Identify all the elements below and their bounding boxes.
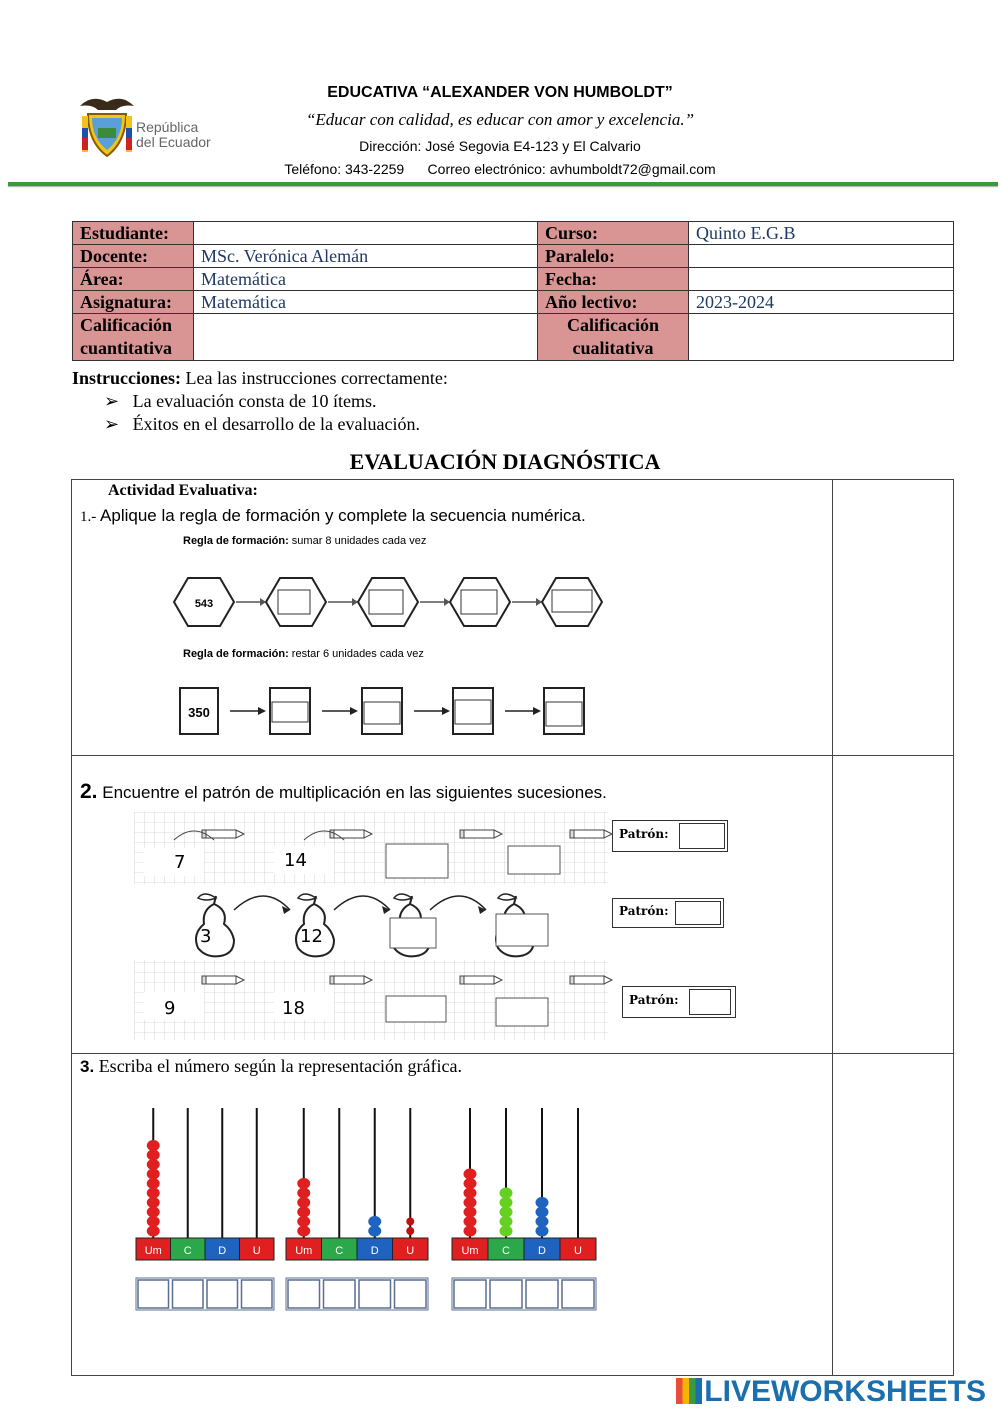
hex-answer-input-1[interactable] xyxy=(278,590,310,614)
liveworksheets-watermark xyxy=(676,1375,986,1409)
abacus-place-label: D xyxy=(538,1245,546,1257)
abacus-bead xyxy=(147,1197,160,1208)
q2-divider xyxy=(71,1053,953,1054)
pattern-box-3 xyxy=(622,986,736,1018)
qual-grade-label-2: cualitativa xyxy=(572,338,654,358)
date-label: Fecha: xyxy=(538,268,689,291)
row1-value-2: 14 xyxy=(284,850,307,871)
subject-value: Matemática xyxy=(194,291,538,314)
abacus-bead xyxy=(147,1216,160,1227)
abacus-bead xyxy=(147,1150,160,1161)
pattern-input-1[interactable] xyxy=(679,823,725,849)
row3-value-1: 9 xyxy=(164,998,176,1019)
square-answer-input-2[interactable] xyxy=(364,702,400,724)
hex-answer-input-2[interactable] xyxy=(369,590,403,614)
school-address: Dirección: José Segovia E4-123 y El Calvario xyxy=(359,138,641,154)
abacus-bead xyxy=(500,1207,513,1218)
abacus-bead xyxy=(464,1178,477,1189)
abacus-answer-input[interactable] xyxy=(288,1280,320,1308)
row1-value-1: 7 xyxy=(174,852,186,873)
area-value: Matemática xyxy=(194,268,538,291)
q1-text: Aplique la regla de formación y complete la secuencia numérica. xyxy=(96,506,586,525)
abacus-bead xyxy=(147,1140,160,1151)
abacus-place-label: U xyxy=(406,1245,415,1257)
abacus-answer-input[interactable] xyxy=(207,1280,238,1308)
pattern-box-1 xyxy=(612,820,728,852)
pattern-input-2[interactable] xyxy=(675,901,721,925)
q1-divider xyxy=(71,755,953,756)
instruction-bullet-1: ➢ La evaluación consta de 10 ítems. xyxy=(104,391,377,411)
q3-number: 3. xyxy=(80,1057,95,1076)
teacher-value: MSc. Verónica Alemán xyxy=(194,245,538,268)
course-label: Curso: xyxy=(538,222,689,245)
abacus-place-label: Um xyxy=(144,1245,162,1257)
school-title: EDUCATIVA “ALEXANDER VON HUMBOLDT” xyxy=(327,84,673,101)
abacus-bead xyxy=(297,1207,310,1218)
q1-sequences xyxy=(160,560,620,750)
quant-grade-field[interactable] xyxy=(194,314,538,361)
abacus-bead xyxy=(536,1207,549,1218)
row2-answer-input-1[interactable] xyxy=(390,918,436,948)
teacher-label: Docente: xyxy=(73,245,194,268)
activity-label: Actividad Evaluativa: xyxy=(108,482,258,499)
abacus-bead xyxy=(500,1188,513,1199)
abacus-group xyxy=(130,1098,610,1318)
pattern-label: Patrón: xyxy=(619,827,669,841)
hex-answer-input-3[interactable] xyxy=(461,590,497,614)
instructions-label: Instrucciones: xyxy=(72,368,181,388)
square-answer-input-1[interactable] xyxy=(272,702,308,722)
abacus-bead xyxy=(147,1207,160,1218)
abacus-bead xyxy=(406,1218,414,1226)
score-column-divider xyxy=(832,479,833,1375)
school-phone: Teléfono: 343-2259 xyxy=(284,161,405,177)
instructions xyxy=(72,368,448,389)
q1-number: 1.- xyxy=(80,509,97,525)
abacus-answer-input[interactable] xyxy=(490,1280,522,1308)
row3-answer-input-2[interactable] xyxy=(496,998,548,1026)
rule1-label: Regla de formación: xyxy=(183,535,289,547)
instruction-bullet-2: ➢ Éxitos en el desarrollo de la evaluación. xyxy=(104,414,420,434)
school-email: Correo electrónico: avhumboldt72@gmail.com xyxy=(427,161,716,177)
q2-text: Encuentre el patrón de multiplicación en las siguientes sucesiones. xyxy=(97,783,607,802)
abacus-answer-input[interactable] xyxy=(562,1280,594,1308)
abacus-bead xyxy=(297,1188,310,1199)
parallel-field[interactable] xyxy=(689,245,954,268)
abacus-bead xyxy=(297,1226,310,1237)
school-motto: “Educar con calidad, es educar con amor y excelencia.” xyxy=(305,110,695,129)
square-sequence xyxy=(180,688,584,734)
liveworksheets-logo-icon xyxy=(676,1378,702,1404)
abacus-bead xyxy=(464,1207,477,1218)
abacus-answer-input[interactable] xyxy=(395,1280,427,1308)
pattern-label: Patrón: xyxy=(619,904,669,918)
quant-grade-label-2: cuantitativa xyxy=(80,338,172,358)
qual-grade-label xyxy=(538,314,689,361)
evaluation-title: EVALUACIÓN DIAGNÓSTICA xyxy=(349,449,661,474)
q3-text: Escriba el número según la representación gráfica. xyxy=(94,1056,463,1076)
row1-answer-input-2[interactable] xyxy=(508,846,560,874)
abacus-answer-input[interactable] xyxy=(526,1280,558,1308)
row3-value-2: 18 xyxy=(282,998,305,1019)
abacus-bead xyxy=(297,1216,310,1227)
abacus-answer-input[interactable] xyxy=(138,1280,169,1308)
quant-grade-label-1: Calificación xyxy=(80,315,172,335)
q1-prompt xyxy=(80,506,586,526)
abacus-bead xyxy=(297,1178,310,1189)
abacus-bead xyxy=(297,1197,310,1208)
pattern-input-3[interactable] xyxy=(689,989,731,1015)
abacus-place-label: U xyxy=(574,1245,582,1257)
rule2-text: restar 6 unidades cada vez xyxy=(288,648,424,660)
abacus-answer-input[interactable] xyxy=(242,1280,273,1308)
rule2-label: Regla de formación: xyxy=(183,648,289,660)
rule1-text: sumar 8 unidades cada vez xyxy=(288,535,427,547)
abacus-place-label: D xyxy=(370,1245,379,1257)
abacus-place-label: D xyxy=(218,1245,227,1257)
subject-label: Asignatura: xyxy=(73,291,194,314)
pattern-label: Patrón: xyxy=(629,993,679,1007)
abacus-bead xyxy=(464,1226,477,1237)
abacus-bead xyxy=(536,1226,549,1237)
hex-answer-input-4[interactable] xyxy=(552,590,592,612)
q2-number: 2. xyxy=(80,780,98,803)
abacus-answer-input[interactable] xyxy=(359,1280,391,1308)
arrow-head xyxy=(442,707,450,715)
student-label: Estudiante: xyxy=(73,222,194,245)
abacus-bead xyxy=(147,1169,160,1180)
q2-prompt xyxy=(80,780,607,804)
abacus-bead xyxy=(147,1178,160,1189)
abacus-place-label: C xyxy=(183,1245,192,1257)
abacus-bead xyxy=(147,1159,160,1170)
student-field[interactable] xyxy=(194,222,538,245)
square-answer-input-4[interactable] xyxy=(546,702,582,726)
watermark-text: LIVEWORKSHEETS xyxy=(704,1375,986,1408)
arrow-head xyxy=(533,707,541,715)
area-label: Área: xyxy=(73,268,194,291)
logo-line-2: del Ecuador xyxy=(136,134,211,150)
square-answer-input-3[interactable] xyxy=(455,700,491,724)
square-start-value: 350 xyxy=(188,705,210,720)
abacus-bead xyxy=(500,1226,513,1237)
abacus-bead xyxy=(464,1197,477,1208)
hex-start-value: 543 xyxy=(194,598,214,610)
abacus-bead xyxy=(368,1226,381,1237)
qual-grade-label-1: Calificación xyxy=(567,315,659,335)
abacus-bead xyxy=(536,1197,549,1208)
abacus-answer-input[interactable] xyxy=(454,1280,486,1308)
row1-answer-input-1[interactable] xyxy=(386,844,448,878)
abacus-bead xyxy=(464,1169,477,1180)
q3-prompt xyxy=(80,1056,462,1077)
header-divider xyxy=(8,182,998,186)
pear-row-2 xyxy=(134,884,608,960)
row2-answer-input-2[interactable] xyxy=(496,914,548,946)
logo-line-1: República xyxy=(136,119,199,135)
qual-grade-field[interactable] xyxy=(689,314,954,361)
abacus-bead xyxy=(464,1216,477,1227)
year-label: Año lectivo: xyxy=(538,291,689,314)
pattern-box-2 xyxy=(612,898,724,928)
abacus-answer-input[interactable] xyxy=(173,1280,204,1308)
abacus-bead xyxy=(368,1216,381,1227)
abacus-place-label: Um xyxy=(461,1245,479,1257)
abacus-bead xyxy=(406,1227,414,1235)
hex-sequence xyxy=(174,578,602,626)
year-value: 2023-2024 xyxy=(689,291,954,314)
row2-value-2: 12 xyxy=(300,926,323,947)
abacus-bead xyxy=(147,1188,160,1199)
student-info-table xyxy=(72,221,954,361)
abacus-place-label: C xyxy=(335,1245,344,1257)
abacus-answer-input[interactable] xyxy=(324,1280,356,1308)
abacus-place-label: C xyxy=(502,1245,510,1257)
school-contact xyxy=(0,161,1000,177)
abacus-bead xyxy=(147,1226,160,1237)
abacus-place-label: Um xyxy=(295,1245,313,1257)
abacus-place-label: U xyxy=(252,1245,261,1257)
date-field[interactable] xyxy=(689,268,954,291)
abacus-bead xyxy=(500,1197,513,1208)
quant-grade-label xyxy=(73,314,194,361)
instructions-text: Lea las instrucciones correctamente: xyxy=(181,368,448,388)
abacus-bead xyxy=(464,1188,477,1199)
row2-value-1: 3 xyxy=(200,926,212,947)
course-value: Quinto E.G.B xyxy=(689,222,954,245)
bullet-text: Éxitos en el desarrollo de la evaluación. xyxy=(132,414,420,434)
arrow-head xyxy=(258,707,266,715)
abacus-bead xyxy=(536,1216,549,1227)
arrow-head xyxy=(350,707,358,715)
q1-rule1 xyxy=(183,535,426,547)
parallel-label: Paralelo: xyxy=(538,245,689,268)
bullet-text: La evaluación consta de 10 ítems. xyxy=(132,391,377,411)
abacus-bead xyxy=(500,1216,513,1227)
row3-answer-input-1[interactable] xyxy=(386,996,446,1022)
